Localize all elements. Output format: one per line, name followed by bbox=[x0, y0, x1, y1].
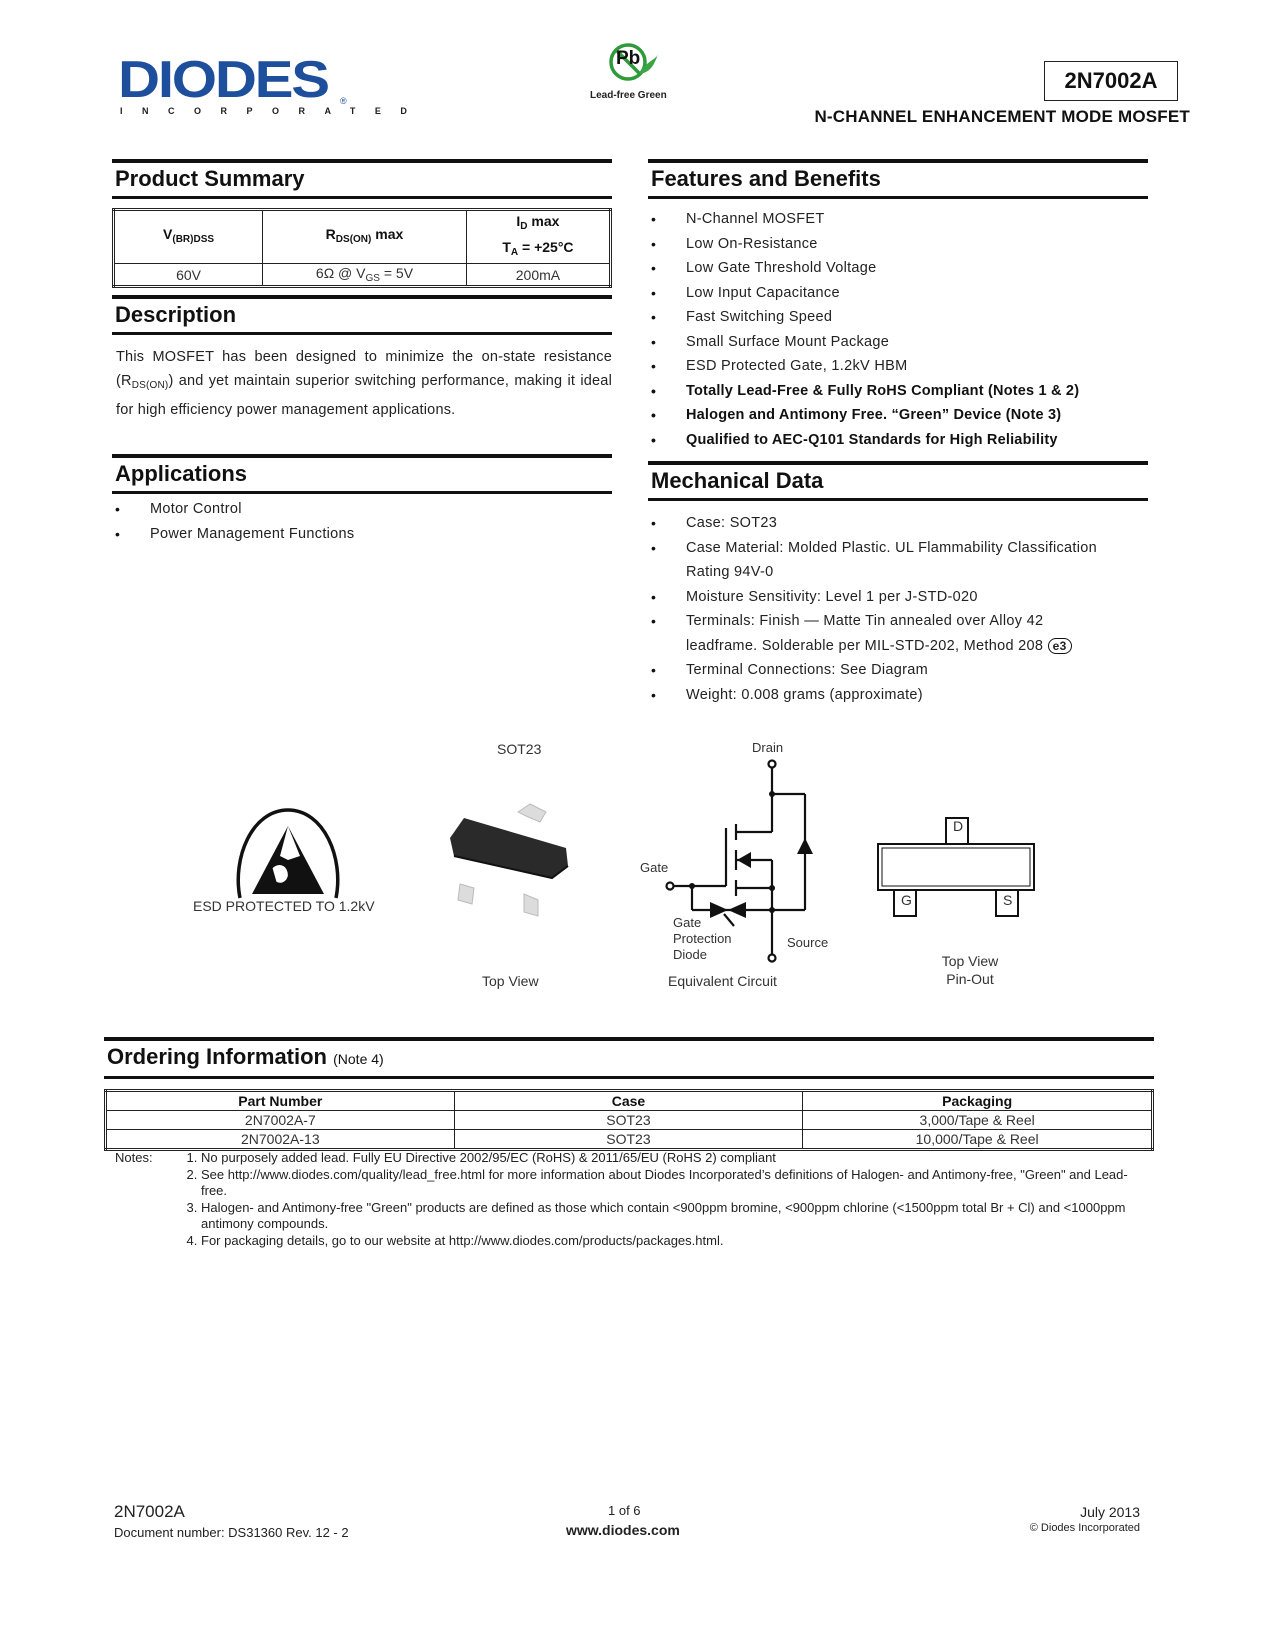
col-header-id: $I_D$ max $T_A = +25^\circ C$ bbox=[466, 210, 610, 264]
ordering-section bbox=[104, 1037, 1154, 1151]
product-summary-table bbox=[112, 208, 612, 288]
applications-list bbox=[112, 497, 612, 546]
list-item: • Small Surface Mount Package bbox=[648, 330, 1148, 355]
circuit-caption: Equivalent Circuit bbox=[668, 973, 777, 989]
mechanical-list bbox=[648, 511, 1118, 707]
product-summary-heading: Product Summary bbox=[112, 159, 612, 199]
col-header-vbrdss: $V_{(BR)DSS}$ bbox=[114, 210, 263, 264]
list-item: • ESD Protected Gate, 1.2kV HBM bbox=[648, 354, 1148, 379]
note-item: 4. For packaging details, go to our website at http://www.diodes.com/products/packages.html. bbox=[201, 1233, 1135, 1250]
ordering-table bbox=[104, 1089, 1154, 1151]
lead-free-label: Lead-free Green bbox=[590, 90, 667, 101]
part-number-box: 2N7002A bbox=[1044, 61, 1178, 101]
pin-d-label: D bbox=[953, 818, 964, 834]
cell-id: 200mA bbox=[466, 264, 610, 287]
pin-g-label: G bbox=[901, 892, 912, 908]
col-header-packaging: Packaging bbox=[803, 1091, 1153, 1111]
list-item: • Terminal Connections: See Diagram bbox=[648, 658, 1118, 683]
footer-part-number: 2N7002A bbox=[114, 1502, 185, 1521]
list-item: • N-Channel MOSFET bbox=[648, 207, 1148, 232]
list-item: • Fast Switching Speed bbox=[648, 305, 1148, 330]
cell-rdson: 6Ω @ $V_{GS} = 5V$ bbox=[263, 264, 467, 287]
equivalent-circuit-diagram bbox=[640, 758, 820, 975]
pin-s-label: S bbox=[1003, 892, 1013, 908]
package-title: SOT23 bbox=[497, 741, 542, 757]
col-header-rdson: $R_{DS(ON)}$ max bbox=[263, 210, 467, 264]
gate-protection-diode-label: Gate Protection Diode bbox=[673, 915, 732, 962]
source-label: Source bbox=[787, 935, 829, 950]
notes-list bbox=[115, 1150, 1135, 1249]
list-item: • Case: SOT23 bbox=[648, 511, 1118, 536]
note-item: 1. No purposely added lead. Fully EU Directive 2002/95/EC (RoHS) & 2011/65/EU (RoHS 2) compliant bbox=[201, 1150, 1135, 1167]
features-section bbox=[648, 159, 1148, 452]
ordering-heading: Ordering Information (Note 4) bbox=[104, 1037, 1154, 1079]
description-text: This MOSFET has been designed to minimize the on-state resistance $(R_{DS(ON)})$ and yet maintain superior switching performance, making it ideal for high efficiency power management applications. bbox=[116, 349, 612, 418]
note-item: 2. See http://www.diodes.com/quality/lead_free.html for more information about Diodes Incorporated’s definitions of Halogen- and Antimony-free, "Green" and Lead-free. bbox=[201, 1167, 1135, 1200]
table-row: 2N7002A-13 SOT23 10,000/Tape & Reel bbox=[106, 1130, 1153, 1150]
mechanical-heading: Mechanical Data bbox=[648, 461, 1148, 501]
list-item: • Qualified to AEC-Q101 Standards for High Reliability bbox=[648, 428, 1148, 453]
esd-label: ESD PROTECTED TO 1.2kV bbox=[193, 898, 375, 914]
list-item: • Power Management Functions bbox=[112, 522, 612, 547]
sot23-package-image bbox=[440, 800, 580, 927]
package-caption: Top View bbox=[482, 973, 539, 989]
footer-doc-number: Document number: DS31360 Rev. 12 - 2 bbox=[114, 1525, 349, 1540]
list-item: • Totally Lead-Free & Fully RoHS Compliant (Notes 1 & 2) bbox=[648, 379, 1148, 404]
esd-symbol-icon bbox=[232, 808, 344, 905]
col-header-case: Case bbox=[454, 1091, 803, 1111]
footer-copyright: © Diodes Incorporated bbox=[1029, 1522, 1140, 1534]
document-subtitle: N-CHANNEL ENHANCEMENT MODE MOSFET bbox=[814, 107, 1190, 126]
table-row bbox=[114, 264, 611, 287]
list-item: • Low Gate Threshold Voltage bbox=[648, 256, 1148, 281]
list-item: • Weight: 0.008 grams (approximate) bbox=[648, 683, 1118, 708]
list-item: • Terminals: Finish — Matte Tin annealed over Alloy 42 leadframe. Solderable per MIL-STD-202, Method 208 e3 bbox=[648, 609, 1118, 658]
description-section bbox=[112, 295, 612, 422]
diodes-logo: DIODES bbox=[118, 51, 328, 109]
note-item: 3. Halogen- and Antimony-free "Green" products are defined as those which contain <900ppm bromine, <900ppm chlorine (<1500ppm total Br + Cl) and <1000ppm antimony compounds. bbox=[201, 1200, 1135, 1233]
gate-label: Gate bbox=[640, 860, 669, 875]
list-item: • Motor Control bbox=[112, 497, 612, 522]
list-item: • Low Input Capacitance bbox=[648, 281, 1148, 306]
table-row: 2N7002A-7 SOT23 3,000/Tape & Reel bbox=[106, 1111, 1153, 1130]
footer-website-link[interactable]: www.diodes.com bbox=[566, 1522, 680, 1538]
footer-date: July 2013 bbox=[1080, 1504, 1140, 1520]
list-item: • Low On-Resistance bbox=[648, 232, 1148, 257]
list-item: • Halogen and Antimony Free. “Green” Device (Note 3) bbox=[648, 403, 1148, 428]
features-list bbox=[648, 207, 1148, 452]
registered-mark: ® bbox=[340, 96, 347, 106]
logo-subtext: INCORPORATED bbox=[120, 106, 427, 116]
notes-label: Notes: bbox=[115, 1150, 153, 1165]
product-summary-section bbox=[112, 159, 612, 288]
pinout-caption: Top View Pin-Out bbox=[941, 953, 999, 987]
e3-mark-icon: e3 bbox=[1048, 638, 1072, 654]
pb-symbol: Pb bbox=[616, 48, 641, 69]
notes-block bbox=[115, 1150, 1135, 1249]
drain-label: Drain bbox=[752, 740, 784, 755]
features-heading: Features and Benefits bbox=[648, 159, 1148, 199]
col-header-part-number: Part Number bbox=[106, 1091, 455, 1111]
mechanical-section bbox=[648, 461, 1148, 707]
footer-page: 1 of 6 bbox=[608, 1503, 641, 1518]
applications-section bbox=[112, 454, 612, 546]
list-item: • Moisture Sensitivity: Level 1 per J-STD-020 bbox=[648, 585, 1118, 610]
description-heading: Description bbox=[112, 295, 612, 335]
list-item: • Case Material: Molded Plastic. UL Flammability Classification Rating 94V-0 bbox=[648, 536, 1118, 585]
cell-vbrdss: 60V bbox=[114, 264, 263, 287]
applications-heading: Applications bbox=[112, 454, 612, 494]
